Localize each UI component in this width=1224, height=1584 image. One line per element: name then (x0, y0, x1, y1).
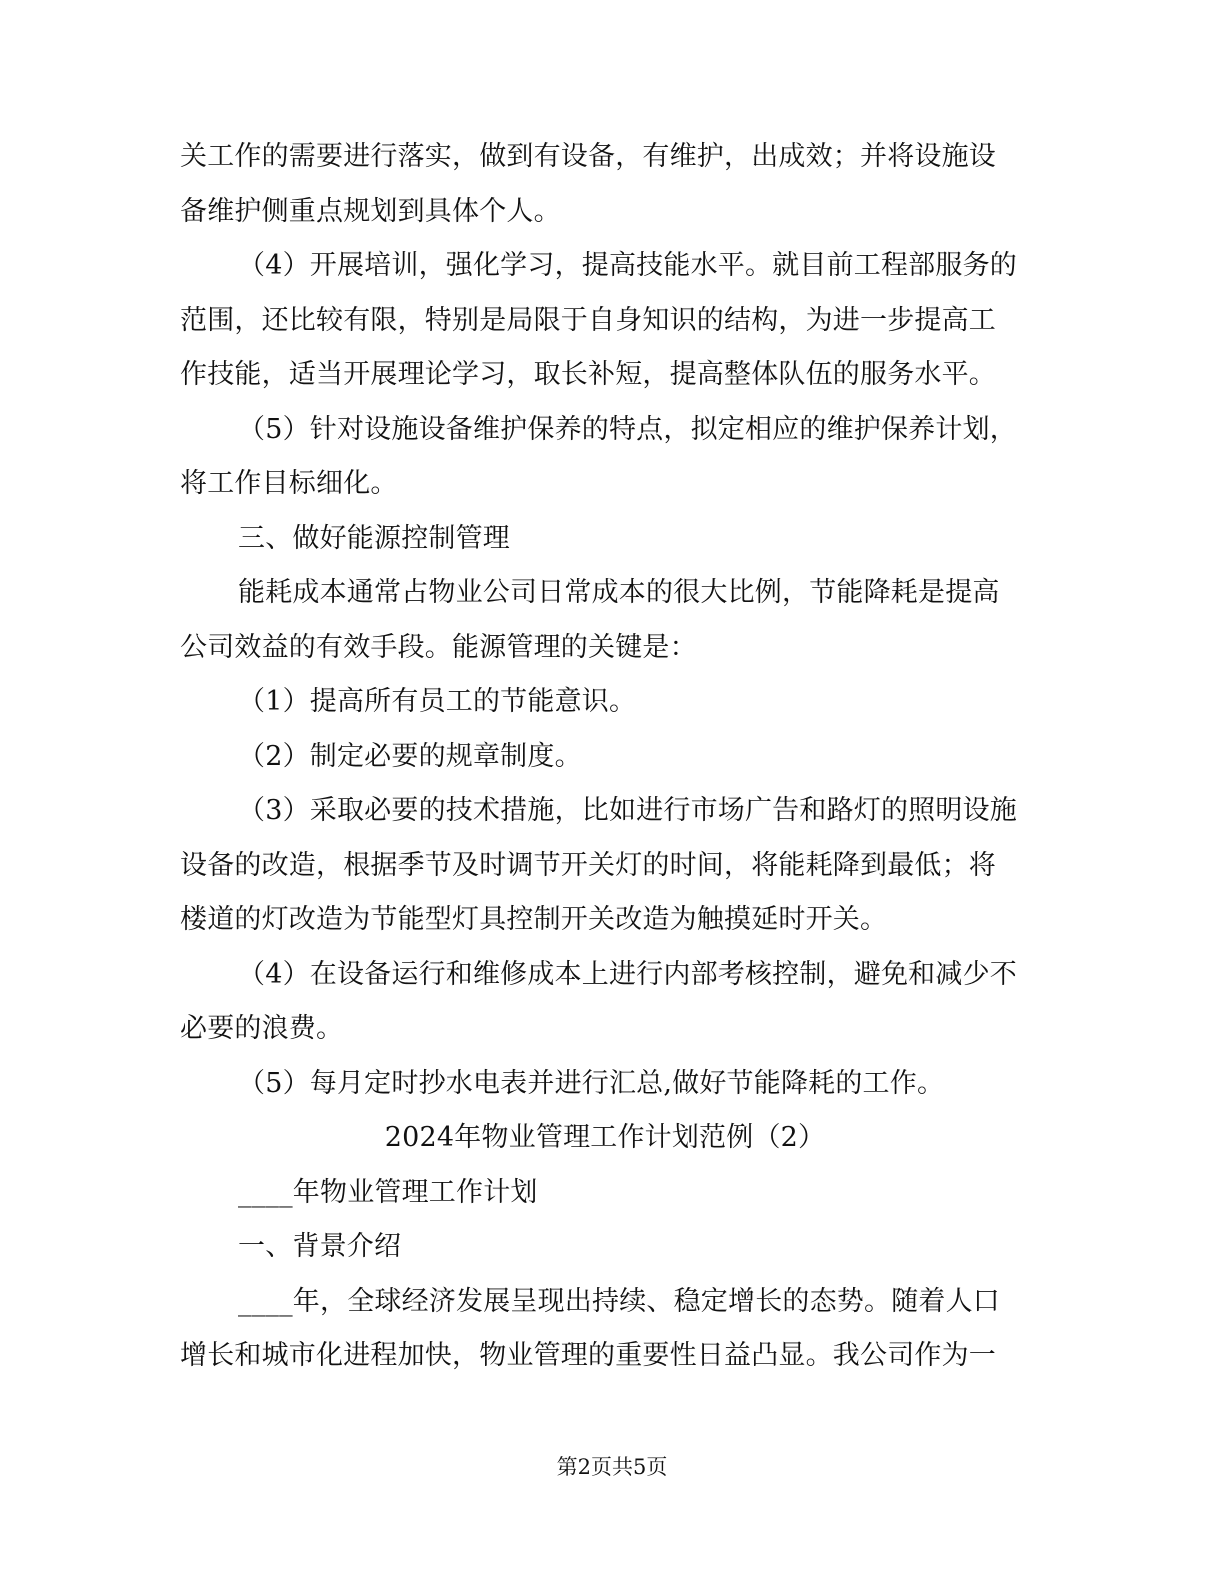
section-heading: 一、背景介绍 (238, 1231, 402, 1262)
text-line: （4）在设备运行和维修成本上进行内部考核控制，避免和减少不 (238, 958, 1017, 990)
text-line: 备维护侧重点规划到具体个人。 (180, 195, 561, 227)
text-line: 能耗成本通常占物业公司日常成本的很大比例，节能降耗是提高 (238, 577, 1000, 608)
text-line: 范围，还比较有限，特别是局限于自身知识的结构，为进一步提高工 (180, 304, 996, 336)
text-line: （5）针对设施设备维护保养的特点，拟定相应的维护保养计划， (238, 413, 1017, 445)
text-line: （4）开展培训，强化学习，提高技能水平。就目前工程部服务的 (238, 250, 1017, 281)
text-line: ____年，全球经济发展呈现出持续、稳定增长的态势。随着人口 (238, 1285, 1000, 1317)
text-line: 楼道的灯改造为节能型灯具控制开关改造为触摸延时开关。 (180, 904, 888, 935)
document-body (180, 130, 1030, 1384)
text-line: 增长和城市化进程加快，物业管理的重要性日益凸显。我公司作为一 (180, 1340, 996, 1371)
document-title: 2024年物业管理工作计划范例（2） (384, 1122, 826, 1153)
page-number-footer: 第2页共5页 (556, 1455, 668, 1479)
text-line: （5）每月定时抄水电表并进行汇总,做好节能降耗的工作。 (238, 1067, 945, 1099)
section-heading: 三、做好能源控制管理 (238, 522, 510, 554)
text-line: （2）制定必要的规章制度。 (238, 740, 582, 772)
text-line: （3）采取必要的技术措施，比如进行市场广告和路灯的照明设施 (238, 795, 1017, 826)
text-line: （1）提高所有员工的节能意识。 (238, 686, 637, 717)
text-line: 公司效益的有效手段。能源管理的关键是： (180, 631, 697, 663)
text-line: 关工作的需要进行落实，做到有设备，有维护，出成效；并将设施设 (180, 141, 996, 172)
text-line: 必要的浪费。 (180, 1013, 344, 1044)
subtitle: ____年物业管理工作计划 (238, 1176, 538, 1208)
text-line: 设备的改造，根据季节及时调节开关灯的时间，将能耗降到最低；将 (180, 849, 996, 881)
text-line: 作技能，适当开展理论学习，取长补短，提高整体队伍的服务水平。 (180, 359, 996, 390)
text-line: 将工作目标细化。 (180, 468, 398, 499)
